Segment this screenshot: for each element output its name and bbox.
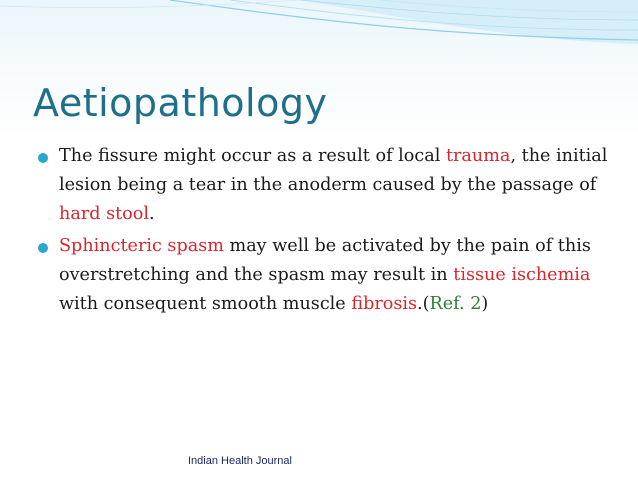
bullet-text: The fissure might occur as a result of local — [59, 146, 446, 166]
bullet-dot-icon — [38, 243, 48, 253]
bullet-text: ) — [481, 294, 489, 314]
reference-link: Ref. 2 — [429, 294, 482, 314]
highlight-tissue-ischemia: tissue ischemia — [453, 265, 591, 285]
highlight-fibrosis: fibrosis — [351, 294, 418, 314]
bullet-item-1 — [38, 142, 608, 229]
highlight-hard-stool: hard stool — [59, 204, 149, 224]
bullet-item-2 — [38, 232, 608, 319]
slide-title: Aetiopathology — [33, 81, 328, 125]
header-wave-decoration — [0, 0, 638, 80]
bullet-text: , the initial lesion being a tear in the anoderm caused by the passage of — [59, 146, 608, 195]
bullet-list — [38, 142, 608, 322]
bullet-text: may well be activated by the pain of this overstretching and the spasm may result in — [59, 236, 591, 285]
bullet-text: with consequent smooth muscle — [59, 294, 352, 314]
footer-source: Indian Health Journal — [188, 455, 292, 467]
bullet-text: . — [149, 204, 155, 224]
highlight-sphincteric-spasm: Sphincteric spasm — [59, 236, 224, 256]
highlight-trauma: trauma — [445, 146, 511, 166]
bullet-text: .( — [417, 294, 430, 314]
bullet-dot-icon — [38, 153, 48, 163]
